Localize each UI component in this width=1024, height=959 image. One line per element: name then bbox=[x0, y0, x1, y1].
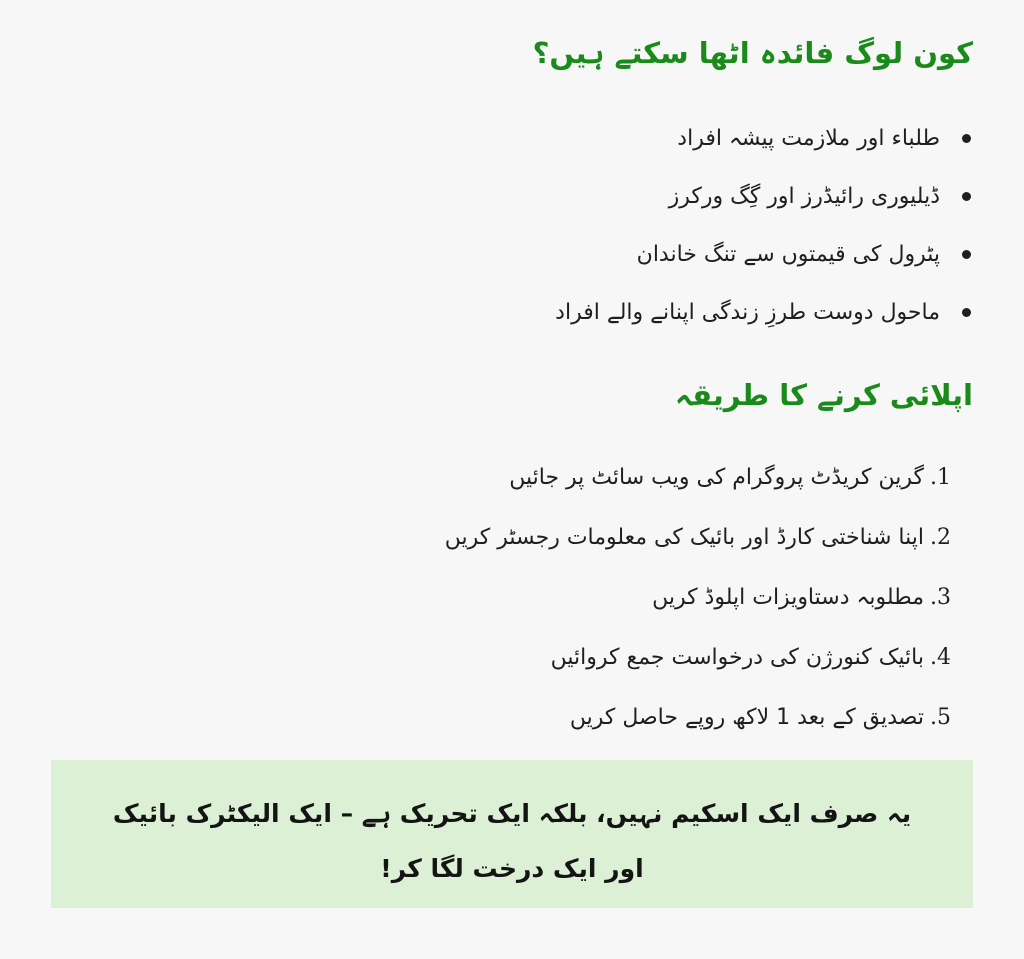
step-item bbox=[445, 568, 973, 628]
benefit-heading: کون لوگ فائدہ اٹھا سکتے ہیں؟ bbox=[532, 36, 973, 70]
step-number: 1. bbox=[930, 465, 951, 490]
step-item bbox=[445, 448, 973, 508]
step-text: گرین کریڈٹ پروگرام کی ویب سائٹ پر جائیں bbox=[509, 465, 924, 490]
step-item bbox=[445, 508, 973, 568]
step-text: اپنا شناختی کارڈ اور بائیک کی معلومات رجسٹر کریں bbox=[444, 525, 924, 550]
step-number: 2. bbox=[930, 525, 951, 550]
list-item bbox=[555, 168, 973, 226]
apply-steps-list bbox=[445, 448, 973, 748]
step-number: 3. bbox=[930, 585, 951, 610]
list-item-text: ماحول دوست طرزِ زندگی اپنانے والے افراد bbox=[555, 300, 940, 325]
step-item bbox=[445, 688, 973, 748]
bullet-dot-icon bbox=[962, 250, 971, 259]
step-text: تصدیق کے بعد 1 لاکھ روپے حاصل کریں bbox=[569, 705, 924, 730]
list-item bbox=[555, 110, 973, 168]
highlight-callout bbox=[51, 760, 973, 908]
apply-heading: اپلائی کرنے کا طریقہ bbox=[674, 378, 973, 412]
step-text: مطلوبہ دستاویزات اپلوڈ کریں bbox=[652, 585, 924, 610]
step-number: 5. bbox=[930, 705, 951, 730]
bullet-dot-icon bbox=[962, 308, 971, 317]
list-item bbox=[555, 226, 973, 284]
step-number: 4. bbox=[930, 645, 951, 670]
list-item bbox=[555, 284, 973, 342]
list-item-text: ڈیلیوری رائیڈرز اور گِگ ورکرز bbox=[668, 184, 940, 209]
step-text: بائیک کنورژن کی درخواست جمع کروائیں bbox=[550, 645, 924, 670]
list-item-text: طلباء اور ملازمت پیشہ افراد bbox=[677, 126, 940, 151]
benefit-list bbox=[555, 110, 973, 342]
list-item-text: پٹرول کی قیمتوں سے تنگ خاندان bbox=[636, 242, 940, 267]
bullet-dot-icon bbox=[962, 192, 971, 201]
step-item bbox=[445, 628, 973, 688]
bullet-dot-icon bbox=[962, 134, 971, 143]
callout-text: یہ صرف ایک اسکیم نہیں، بلکہ ایک تحریک ہے – ایک الیکٹرک بائیک اور ایک درخت لگا کر! bbox=[112, 799, 912, 883]
